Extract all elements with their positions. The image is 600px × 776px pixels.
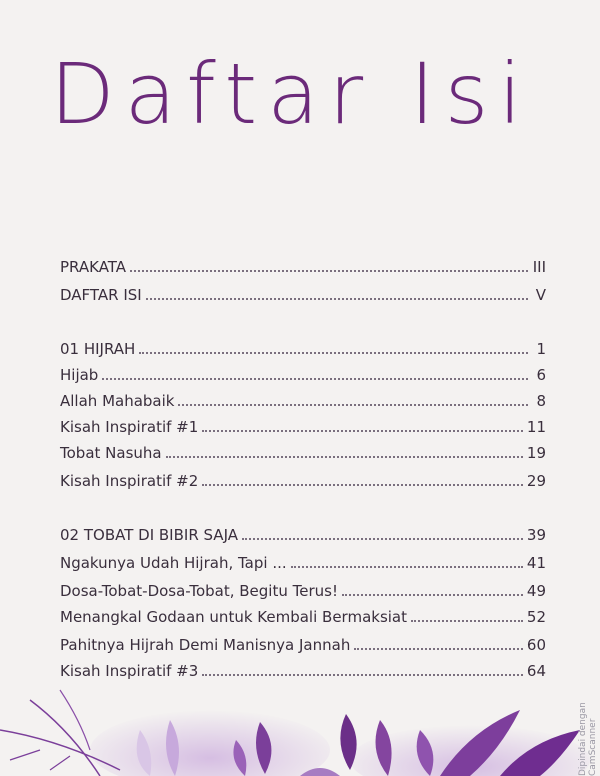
toc-entry-page: V xyxy=(535,286,546,304)
toc-entry-title: Dosa-Tobat-Dosa-Tobat, Begitu Terus! xyxy=(60,582,338,600)
toc-entry-page: 64 xyxy=(526,662,546,680)
toc-entry-title: Hijab xyxy=(60,366,99,384)
toc-entry-title: DAFTAR ISI xyxy=(60,286,142,304)
toc-entry-title: Tobat Nasuha xyxy=(60,444,162,462)
toc-entry-title: Kisah Inspiratif #3 xyxy=(60,662,199,680)
leader-dots xyxy=(202,430,523,432)
toc-entry-title: Allah Mahabaik xyxy=(60,392,175,410)
toc-entry-page: 39 xyxy=(526,526,546,544)
toc-entry-title: Kisah Inspiratif #1 xyxy=(60,418,199,436)
toc-entry xyxy=(60,282,546,304)
toc-entry xyxy=(60,550,546,572)
toc-section-heading xyxy=(60,336,546,358)
toc-entry xyxy=(60,604,546,626)
toc-entry-page: 1 xyxy=(536,340,546,358)
toc-entry-title: Kisah Inspiratif #2 xyxy=(60,472,199,490)
leader-dots xyxy=(411,620,523,622)
scanner-watermark: Dipindai dengan CamScanner xyxy=(578,702,598,776)
leader-dots xyxy=(130,270,528,272)
toc-entry xyxy=(60,468,546,490)
toc-entry-page: 8 xyxy=(536,392,546,410)
toc-entry-title: 02 TOBAT DI BIBIR SAJA xyxy=(60,526,238,544)
toc-entry xyxy=(60,388,546,410)
toc-entry-page: 11 xyxy=(526,418,546,436)
leader-dots xyxy=(202,484,523,486)
toc-entry-title: Ngakunya Udah Hijrah, Tapi ... xyxy=(60,554,287,572)
toc-entry-page: 29 xyxy=(526,472,546,490)
leader-dots xyxy=(146,298,528,300)
toc-entry xyxy=(60,440,546,462)
leader-dots xyxy=(291,566,523,568)
toc-entry xyxy=(60,578,546,600)
toc-section-heading xyxy=(60,522,546,544)
toc-entry-page: 49 xyxy=(526,582,546,600)
floral-decoration xyxy=(0,670,600,776)
toc-entry-title: Pahitnya Hijrah Demi Manisnya Jannah xyxy=(60,636,351,654)
toc-entry-page: 19 xyxy=(526,444,546,462)
leader-dots xyxy=(102,378,528,380)
toc-entry xyxy=(60,362,546,384)
toc-entry xyxy=(60,414,546,436)
leader-dots xyxy=(242,538,523,540)
toc-entry-page: 52 xyxy=(526,608,546,626)
page-title: Daftar Isi xyxy=(50,45,532,143)
leader-dots xyxy=(354,648,523,650)
leader-dots xyxy=(139,352,528,354)
leader-dots xyxy=(342,594,523,596)
leader-dots xyxy=(166,456,523,458)
toc-entry-title: Menangkal Godaan untuk Kembali Bermaksiat xyxy=(60,608,407,626)
toc-entry-page: 6 xyxy=(536,366,546,384)
leader-dots xyxy=(178,404,528,406)
toc-entry-page: 41 xyxy=(526,554,546,572)
toc-entry-title: PRAKATA xyxy=(60,258,127,276)
toc-entry-title: 01 HIJRAH xyxy=(60,340,136,358)
toc-entry xyxy=(60,254,546,276)
toc-entry-page: 60 xyxy=(526,636,546,654)
toc-entry-page: III xyxy=(532,258,546,276)
toc-entry xyxy=(60,632,546,654)
